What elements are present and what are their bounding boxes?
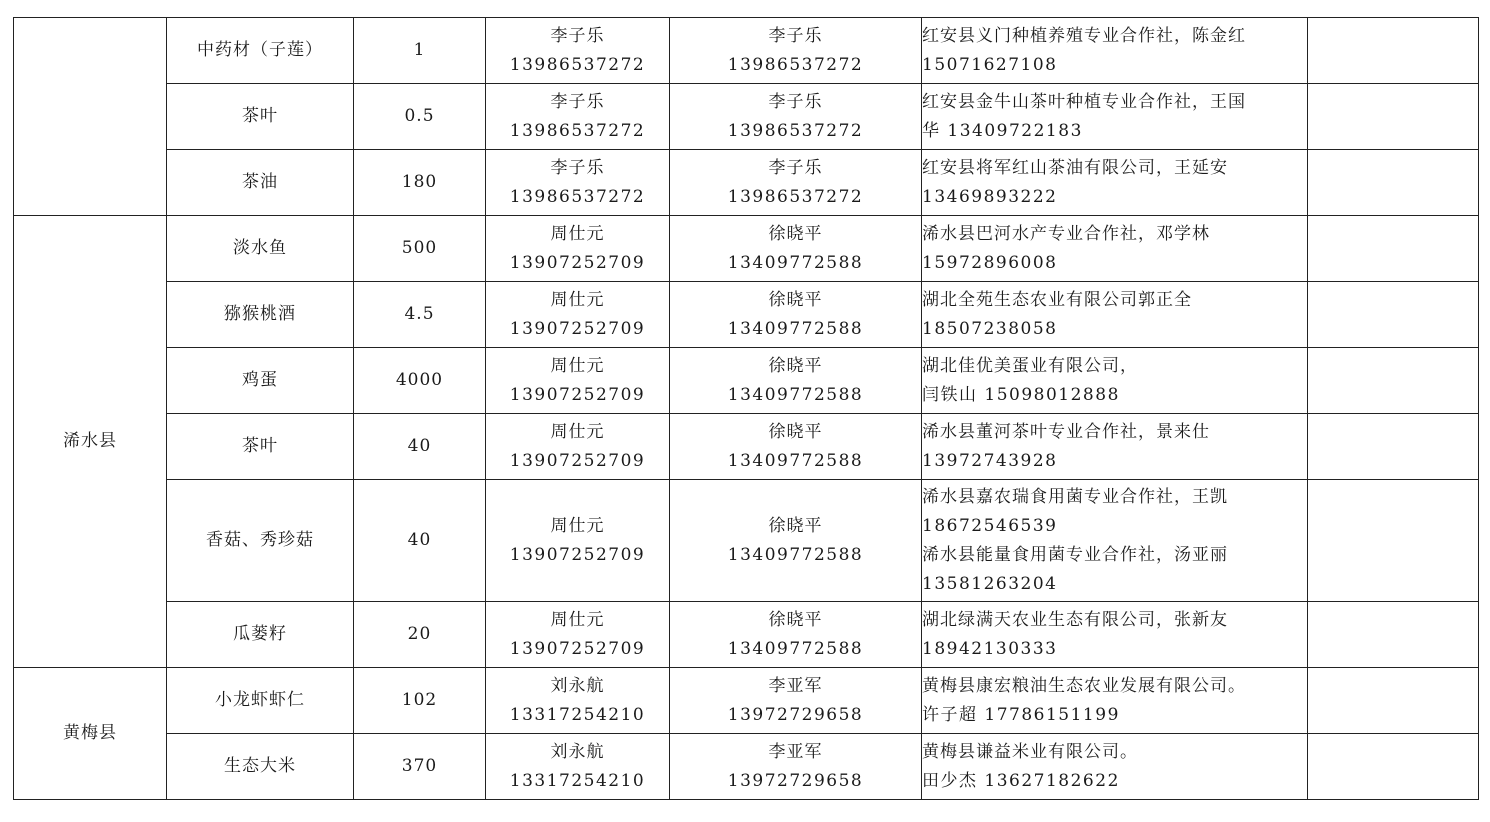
contact1-cell [486, 480, 670, 602]
product-cell: 中药材（子莲） [167, 18, 354, 84]
company-line: 湖北绿满天农业生态有限公司，张新友 [922, 609, 1228, 630]
contact1-name: 周仕元 [550, 223, 605, 244]
quantity-cell: 4000 [354, 348, 486, 414]
contact1-name: 周仕元 [550, 609, 605, 630]
quantity-cell: 20 [354, 602, 486, 668]
remark-cell [1308, 18, 1479, 84]
supplier-table [13, 17, 1479, 800]
remark-cell [1308, 216, 1479, 282]
contact2-phone: 13409772588 [727, 638, 864, 659]
contact1-phone: 13907252709 [509, 638, 646, 659]
table-row [14, 18, 1479, 84]
contact1-phone: 13986537272 [509, 120, 646, 141]
company-line: 许子超 17786151199 [922, 704, 1120, 725]
company-cell [922, 216, 1308, 282]
contact2-name: 徐晓平 [768, 609, 823, 630]
contact1-phone: 13907252709 [509, 450, 646, 471]
contact2-phone: 13409772588 [727, 252, 864, 273]
contact1-cell [486, 668, 670, 734]
contact1-name: 周仕元 [550, 515, 605, 536]
table-row [14, 668, 1479, 734]
quantity-cell: 40 [354, 480, 486, 602]
contact2-name: 李子乐 [768, 157, 823, 178]
quantity-cell: 0.5 [354, 84, 486, 150]
company-line: 15972896008 [922, 252, 1058, 273]
contact2-cell [670, 668, 922, 734]
table-row [14, 348, 1479, 414]
contact1-phone: 13907252709 [509, 318, 646, 339]
company-line: 红安县金牛山茶叶种植专业合作社，王国 [922, 91, 1246, 112]
quantity-cell: 1 [354, 18, 486, 84]
company-line: 湖北全苑生态农业有限公司郭正全 [922, 289, 1192, 310]
contact2-phone: 13972729658 [727, 704, 864, 725]
contact1-name: 周仕元 [550, 289, 605, 310]
contact2-name: 徐晓平 [768, 355, 823, 376]
company-line: 浠水县巴河水产专业合作社，邓学林 [922, 223, 1210, 244]
contact2-cell [670, 150, 922, 216]
remark-cell [1308, 668, 1479, 734]
company-line: 18942130333 [922, 638, 1058, 659]
company-line: 闫铁山 15098012888 [922, 384, 1120, 405]
contact2-name: 徐晓平 [768, 421, 823, 442]
table-row [14, 150, 1479, 216]
table-row [14, 216, 1479, 282]
contact2-name: 李子乐 [768, 91, 823, 112]
remark-cell [1308, 480, 1479, 602]
company-line: 18507238058 [922, 318, 1058, 339]
company-cell [922, 734, 1308, 800]
contact2-phone: 13986537272 [727, 120, 864, 141]
product-cell: 鸡蛋 [167, 348, 354, 414]
contact1-phone: 13317254210 [509, 770, 646, 791]
company-cell [922, 602, 1308, 668]
contact1-cell [486, 414, 670, 480]
county-cell: 浠水县 [14, 216, 167, 668]
product-cell: 茶叶 [167, 414, 354, 480]
product-cell: 茶油 [167, 150, 354, 216]
contact1-name: 周仕元 [550, 421, 605, 442]
product-cell: 生态大米 [167, 734, 354, 800]
contact1-cell [486, 150, 670, 216]
table-row [14, 282, 1479, 348]
remark-cell [1308, 348, 1479, 414]
product-cell: 瓜蒌籽 [167, 602, 354, 668]
product-cell: 淡水鱼 [167, 216, 354, 282]
quantity-cell: 102 [354, 668, 486, 734]
contact2-cell [670, 18, 922, 84]
company-cell [922, 414, 1308, 480]
contact1-phone: 13907252709 [509, 544, 646, 565]
product-cell: 小龙虾虾仁 [167, 668, 354, 734]
company-cell [922, 18, 1308, 84]
contact2-phone: 13409772588 [727, 318, 864, 339]
company-line: 湖北佳优美蛋业有限公司， [922, 355, 1138, 376]
contact2-name: 李亚军 [768, 741, 823, 762]
contact1-phone: 13317254210 [509, 704, 646, 725]
contact2-name: 李子乐 [768, 25, 823, 46]
contact2-phone: 13986537272 [727, 54, 864, 75]
contact1-phone: 13986537272 [509, 54, 646, 75]
company-cell [922, 84, 1308, 150]
contact2-phone: 13409772588 [727, 450, 864, 471]
contact2-cell [670, 282, 922, 348]
contact2-cell [670, 84, 922, 150]
company-line: 15071627108 [922, 54, 1058, 75]
contact1-cell [486, 734, 670, 800]
contact1-cell [486, 282, 670, 348]
company-line: 华 13409722183 [922, 120, 1083, 141]
remark-cell [1308, 602, 1479, 668]
company-cell [922, 150, 1308, 216]
contact1-phone: 13907252709 [509, 384, 646, 405]
contact1-cell [486, 216, 670, 282]
quantity-cell: 4.5 [354, 282, 486, 348]
remark-cell [1308, 414, 1479, 480]
product-cell: 茶叶 [167, 84, 354, 150]
contact1-name: 周仕元 [550, 355, 605, 376]
remark-cell [1308, 282, 1479, 348]
table-row [14, 480, 1479, 602]
contact1-phone: 13986537272 [509, 186, 646, 207]
company-line: 黄梅县康宏粮油生态农业发展有限公司。 [922, 675, 1246, 696]
contact2-name: 徐晓平 [768, 515, 823, 536]
remark-cell [1308, 84, 1479, 150]
company-cell [922, 348, 1308, 414]
contact2-name: 徐晓平 [768, 223, 823, 244]
company-cell [922, 668, 1308, 734]
company-line: 浠水县能量食用菌专业合作社，汤亚丽 [922, 544, 1228, 565]
contact2-cell [670, 216, 922, 282]
company-cell [922, 480, 1308, 602]
contact2-phone: 13409772588 [727, 544, 864, 565]
contact2-phone: 13409772588 [727, 384, 864, 405]
contact1-cell [486, 18, 670, 84]
company-line: 浠水县嘉农瑞食用菌专业合作社，王凯 [922, 486, 1228, 507]
contact2-phone: 13972729658 [727, 770, 864, 791]
table-row [14, 602, 1479, 668]
contact2-name: 李亚军 [768, 675, 823, 696]
county-cell: 黄梅县 [14, 668, 167, 800]
company-line: 浠水县董河茶叶专业合作社，景来仕 [922, 421, 1210, 442]
table-row [14, 84, 1479, 150]
contact2-cell [670, 480, 922, 602]
quantity-cell: 370 [354, 734, 486, 800]
county-cell [14, 18, 167, 216]
company-line: 13972743928 [922, 450, 1058, 471]
remark-cell [1308, 734, 1479, 800]
quantity-cell: 500 [354, 216, 486, 282]
contact1-name: 李子乐 [550, 25, 605, 46]
contact1-name: 李子乐 [550, 157, 605, 178]
company-line: 田少杰 13627182622 [922, 770, 1120, 791]
company-line: 13469893222 [922, 186, 1058, 207]
contact1-cell [486, 348, 670, 414]
contact1-cell [486, 84, 670, 150]
company-line: 黄梅县谦益米业有限公司。 [922, 741, 1138, 762]
company-cell [922, 282, 1308, 348]
quantity-cell: 180 [354, 150, 486, 216]
company-line: 红安县将军红山茶油有限公司，王延安 [922, 157, 1228, 178]
contact1-cell [486, 602, 670, 668]
contact1-name: 李子乐 [550, 91, 605, 112]
contact2-phone: 13986537272 [727, 186, 864, 207]
contact2-cell [670, 602, 922, 668]
quantity-cell: 40 [354, 414, 486, 480]
contact2-cell [670, 734, 922, 800]
contact1-name: 刘永航 [550, 741, 605, 762]
product-cell: 香菇、秀珍菇 [167, 480, 354, 602]
table-row [14, 734, 1479, 800]
contact2-cell [670, 414, 922, 480]
contact2-cell [670, 348, 922, 414]
company-line: 红安县义门种植养殖专业合作社，陈金红 [922, 25, 1246, 46]
product-cell: 猕猴桃酒 [167, 282, 354, 348]
table-row [14, 414, 1479, 480]
contact2-name: 徐晓平 [768, 289, 823, 310]
contact1-phone: 13907252709 [509, 252, 646, 273]
remark-cell [1308, 150, 1479, 216]
company-line: 13581263204 [922, 573, 1058, 594]
company-line: 18672546539 [922, 515, 1058, 536]
contact1-name: 刘永航 [550, 675, 605, 696]
